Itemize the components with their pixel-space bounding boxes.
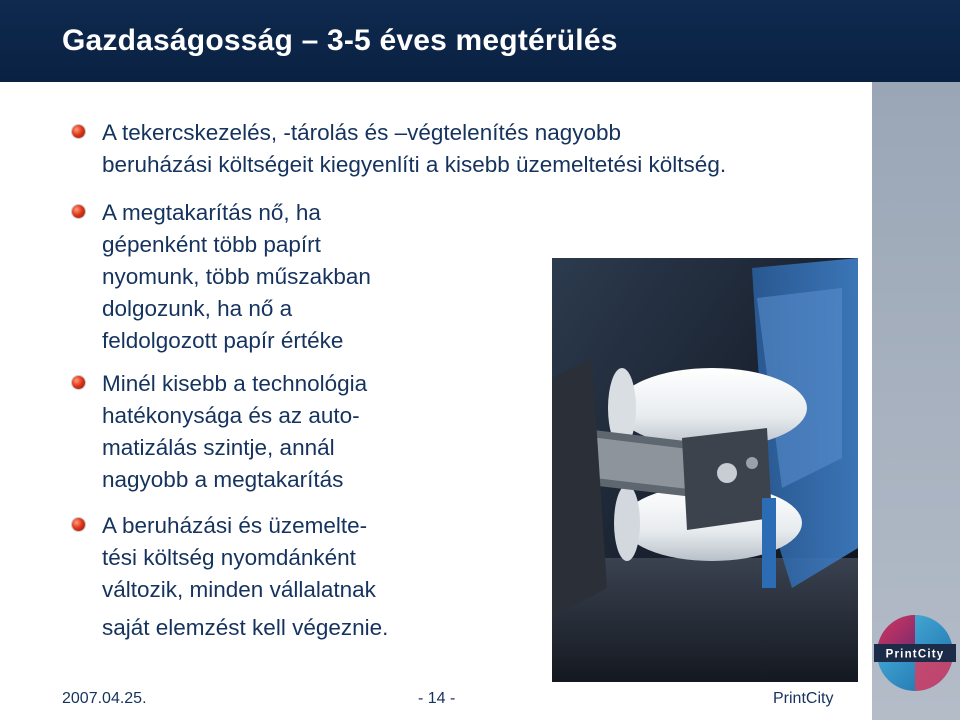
bullet-text-1 <box>102 117 726 181</box>
logo-text: PrintCity <box>885 648 945 661</box>
footer-brand: PrintCity <box>773 690 834 707</box>
bullet-3-line-3: matizálás szintje, annál <box>102 435 335 460</box>
bullet-1-line-2: beruházási költségeit kiegyenlíti a kisebb üzemeltetési költség. <box>102 152 727 177</box>
bullet-icon <box>72 125 85 138</box>
bullet-text-3 <box>102 368 367 496</box>
bullet-text-2 <box>102 197 371 357</box>
slide-title: Gazdaságosság – 3-5 éves megtérülés <box>62 24 618 57</box>
printcity-logo <box>874 612 956 694</box>
bullet-2-line-2: gépenként több papírt <box>102 232 321 257</box>
bullet-text-4 <box>102 510 388 644</box>
bullet-icon <box>72 518 85 531</box>
bullet-icon <box>72 376 85 389</box>
bullet-3-line-1: Minél kisebb a technológia <box>102 371 368 396</box>
bullet-4-line-2: tési költség nyomdánként <box>102 545 356 570</box>
bullet-2-line-5: feldolgozott papír értéke <box>102 328 344 353</box>
machine-photo <box>552 258 858 682</box>
bullet-4-line-3: változik, minden vállalatnak <box>102 577 376 602</box>
bullet-2-line-3: nyomunk, több műszakban <box>102 264 371 289</box>
title-bar <box>0 0 960 82</box>
bullet-4-line-1: A beruházási és üzemelte- <box>102 513 368 538</box>
bullet-2-line-1: A megtakarítás nő, ha <box>102 200 321 225</box>
bullet-2-line-4: dolgozunk, ha nő a <box>102 296 293 321</box>
footer-page-number: - 14 - <box>418 690 456 707</box>
bullet-icon <box>72 205 85 218</box>
bullet-4-line-4: saját elemzést kell végeznie. <box>102 615 389 640</box>
bullet-1-line-1: A tekercskezelés, -tárolás és –végtelenítés nagyobb <box>102 120 622 145</box>
bullet-3-line-2: hatékonysága és az auto- <box>102 403 360 428</box>
bullet-3-line-4: nagyobb a megtakarítás <box>102 467 344 492</box>
footer-date: 2007.04.25. <box>62 690 147 707</box>
